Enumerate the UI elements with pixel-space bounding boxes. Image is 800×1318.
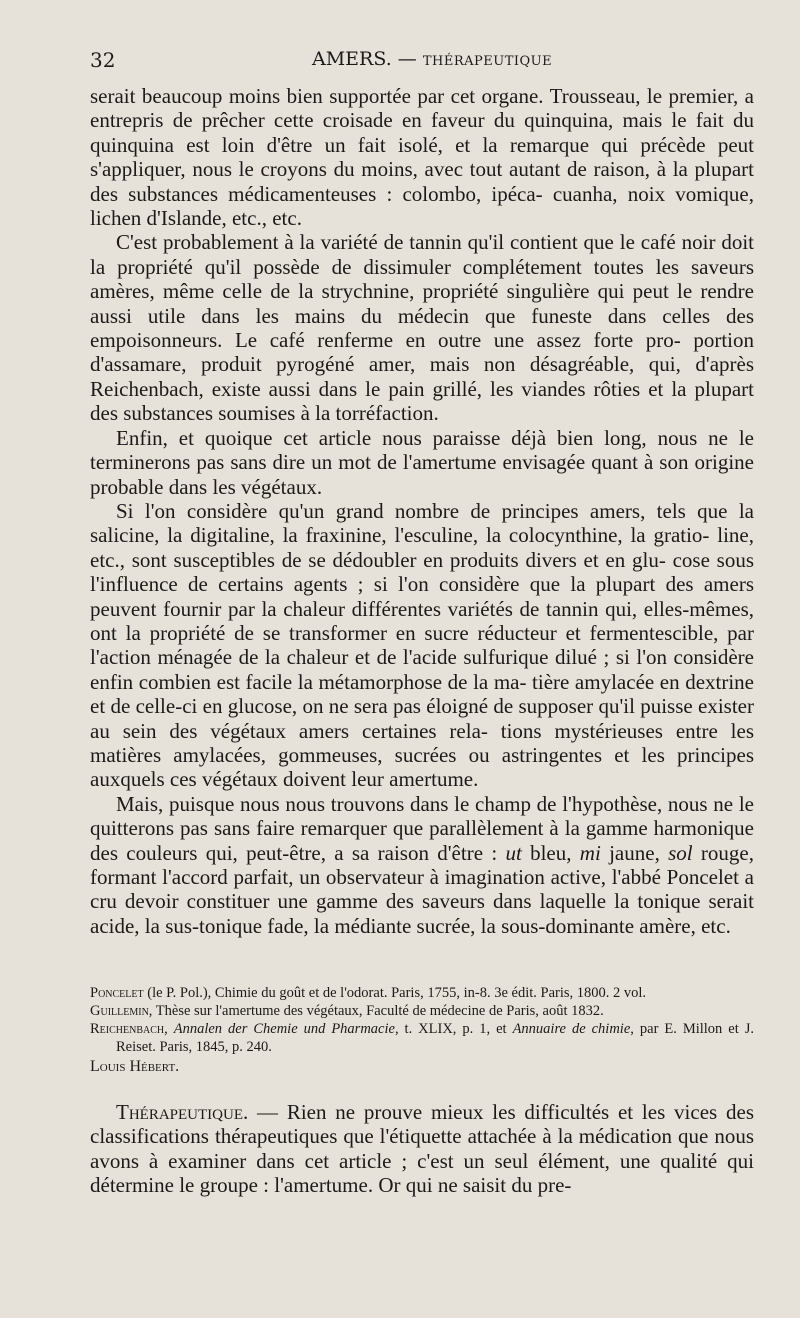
running-header xyxy=(90,48,754,72)
running-title-main: AMERS. xyxy=(312,48,392,70)
running-title-dash: — xyxy=(397,48,417,70)
reference-text: , t. XLIX, p. 1, et xyxy=(394,1021,513,1037)
reference-author: Guillemin xyxy=(90,1003,149,1019)
text-run: jaune, xyxy=(600,840,669,865)
paragraph-hypothesis xyxy=(90,792,754,938)
note-sol: sol xyxy=(668,840,693,865)
note-mi: mi xyxy=(579,840,601,865)
reference-text: (le P. Pol.), Chimie du goût et de l'odorat. Paris, 1755, in-8. 3e édit. Paris, 1800. 2 vol. xyxy=(143,985,647,1001)
running-title-sub: THÉRAPEUTIQUE xyxy=(422,54,553,69)
text-run: bleu, xyxy=(521,840,580,865)
text-run: rouge, formant l'accord parfait, un observateur à imagination active, l'abbé Poncelet a cru devoir constituer une gamme des saveurs dans laquelle la tonique serait acide, la sus-tonique fade, la médiante sucrée, la sous-dominante amère, etc. xyxy=(90,840,754,938)
main-text xyxy=(90,84,754,938)
running-title xyxy=(312,48,552,70)
reference-text: , Thèse sur l'amertume des végétaux, Faculté de médecine de Paris, août 1832. xyxy=(148,1003,604,1019)
reference-sep: , xyxy=(164,1021,174,1037)
reference-title: Annalen der Chemie und Pharmacie xyxy=(173,1021,395,1037)
paragraph: Si l'on considère qu'un grand nombre de principes amers, tels que la salicine, la digitaline, la fraxinine, l'esculine, la colocynthine, la gratio- line, etc., sont susceptibles de se dédoubler en produits divers et en glu- cose sous l'influence de certains agents ; si l'on considère que la plupart des amers peuvent fournir par la chaleur différentes variétés de tannin qui, elles-mêmes, ont la propriété de se transformer en sucre réducteur et fermentescible, par l'action ménagée de la chaleur et de l'acide sulfurique dilué ; si l'on considère enfin combien est facile la métamorphose de la ma- tière amylacée en dextrine et de celle-ci en glucose, on ne sera pas éloigné de supposer qu'il puisse exister au sein des végétaux amers certaines rela- tions mystérieuses entre les matières amylacées, gommeuses, sucrées ou astringentes et les principes auxquels ces végétaux doivent leur amertume. xyxy=(90,498,754,792)
note-ut: ut xyxy=(505,840,522,865)
reference-author: Poncelet xyxy=(90,985,144,1001)
therapeutique-section xyxy=(90,1100,754,1198)
section-paragraph xyxy=(90,1100,754,1198)
paragraph: serait beaucoup moins bien supportée par cet organe. Trousseau, le premier, a entrepris de prêcher cette croisade en faveur du quinquina, mais le fait du quinquina est loin d'être un fait isolé, et la remarque qui précède peut s'appliquer, nous le croyons du moins, avec tout autant de raison, à la plupart des substances médicamenteuses : colombo, ipéca- cuanha, noix vomique, lichen d'Islande, etc., etc. xyxy=(90,84,754,231)
page-number: 32 xyxy=(90,48,116,72)
paragraph: Enfin, et quoique cet article nous paraisse déjà bien long, nous ne le terminerons pas sans dire un mot de l'amertume envisagée quant à son origine probable dans les végétaux. xyxy=(90,425,754,499)
reference-author: Reichenbach xyxy=(90,1021,165,1037)
author-signature: Louis Hébert. xyxy=(90,1058,180,1075)
section-text: — Rien ne prouve mieux les difficultés et les vices des classifications thérapeutiques que l'étiquette attachée à la médication que nous avons à examiner dans cet article ; c'est un seul élément, une qualité qui détermine le groupe : l'amertume. Or qui ne saisit du pre- xyxy=(90,1100,754,1198)
section-title: Thérapeutique. xyxy=(116,1100,249,1124)
reference-entry xyxy=(90,1002,754,1020)
reference-entry xyxy=(90,984,754,1002)
bibliography xyxy=(90,984,754,1076)
paragraph: C'est probablement à la variété de tannin qu'il contient que le café noir doit la propriété qu'il possède de dissimuler complétement toutes les saveurs amères, même celle de la strychnine, propriété singulière qui peut le rendre aussi utile dans les mains du médecin que funeste dans celles des empoisonneurs. Le café renferme en outre une assez forte pro- portion d'assamare, produit pyrogéné amer, mais non désagréable, qui, d'après Reichenbach, existe aussi dans le pain grillé, les viandes rôties et la plupart des substances soumises à la torréfaction. xyxy=(90,230,754,426)
reference-title: Annuaire de chimie xyxy=(512,1021,631,1037)
reference-text: , par E. Millon et J. Reiset. Paris, 1845, p. 240. xyxy=(116,1021,754,1055)
reference-entry xyxy=(90,1020,754,1056)
text-run: Mais, puisque nous nous trouvons dans le champ de l'hypothèse, nous ne le quitterons pas sans faire remarquer que parallèlement à la gamme harmonique des couleurs qui, peut-être, a sa raison d'être : xyxy=(90,791,754,865)
